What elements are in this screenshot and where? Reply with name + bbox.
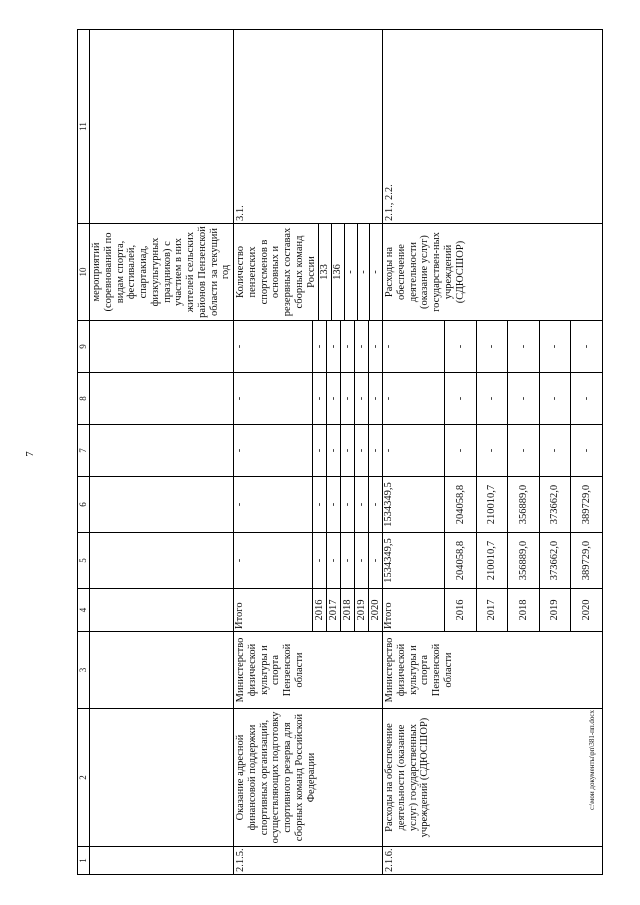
indicator-2019: - — [358, 224, 371, 320]
value-2019: - — [540, 425, 572, 476]
cont-c7 — [90, 425, 234, 477]
value-2017: 210010,7 — [477, 477, 509, 532]
col-9 — [234, 321, 383, 373]
indicator-2017: 136 — [332, 224, 345, 320]
col-7 — [234, 425, 383, 477]
cont-c4 — [90, 589, 234, 632]
value-2016: - — [445, 321, 477, 372]
value-2019: - — [355, 477, 369, 532]
header-col-7: 7 — [78, 425, 90, 477]
year-2019: 2019 — [355, 589, 369, 631]
value-2017: - — [477, 425, 509, 476]
row-2-1-5 — [234, 30, 383, 875]
value-2020: - — [369, 502, 381, 507]
value-2018: - — [341, 533, 355, 588]
cont-c5 — [90, 533, 234, 589]
value-2017: - — [327, 425, 341, 476]
year-2018: 2018 — [508, 589, 540, 631]
total-label: Итого — [234, 589, 313, 631]
value-2016: - — [445, 425, 477, 476]
value-2016: - — [313, 425, 327, 476]
value-2020: - — [580, 344, 592, 349]
value-2020: - — [369, 558, 381, 563]
value-2016: - — [445, 373, 477, 424]
year-column — [383, 589, 603, 632]
total-value: - — [234, 425, 313, 476]
value-2019: 373662,0 — [540, 477, 572, 532]
value-2020: 389729,0 — [580, 484, 592, 525]
measure-name: Оказание адресной финансовой поддержки спортивных организаций, осуществляющих подготовку спортивного резерва для сборных команд Российской Федерации — [234, 709, 383, 847]
value-2018: - — [341, 321, 355, 372]
value-2018: - — [341, 373, 355, 424]
cont-indicator: мероприятий (соревнований по видам спорта, фестивалей, спартакиад, физкультурных праздников) с участием в них жителей сельских районов Пензенской области за текущий год — [90, 224, 234, 321]
value-2020: - — [580, 448, 592, 453]
col-7 — [383, 425, 603, 477]
value-2018: - — [508, 425, 540, 476]
total-value: 1534349,5 — [383, 533, 445, 588]
value-2016: - — [313, 477, 327, 532]
cont-c8 — [90, 373, 234, 425]
indicator-2018: - — [345, 224, 358, 320]
year-2019: 2019 — [540, 589, 572, 631]
header-col-8: 8 — [78, 373, 90, 425]
value-2016: - — [313, 533, 327, 588]
total-value: - — [234, 373, 313, 424]
col-6 — [383, 477, 603, 533]
col-9 — [383, 321, 603, 373]
rotated-table-wrapper — [77, 30, 603, 875]
year-2020: 2020 — [369, 599, 381, 621]
cont-c9 — [90, 321, 234, 373]
cont-c3 — [90, 632, 234, 709]
value-2016: - — [313, 373, 327, 424]
header-col-11: 11 — [78, 30, 90, 224]
total-value: - — [234, 321, 313, 372]
measure-name: Расходы на обеспечение деятельности (оказание услуг) государственных учреждений (СДЮСШОР) — [383, 709, 603, 847]
year-column — [234, 589, 383, 632]
col-5 — [234, 533, 383, 589]
header-col-9: 9 — [78, 321, 90, 373]
header-col-10: 10 — [78, 224, 90, 321]
header-row — [78, 30, 90, 875]
value-2020: - — [369, 448, 381, 453]
reference: 2.1., 2.2. — [383, 30, 603, 224]
col-6 — [234, 477, 383, 533]
col-8 — [383, 373, 603, 425]
header-col-6: 6 — [78, 477, 90, 533]
continuation-row — [90, 30, 234, 875]
executor: Министерство физической культуры и спорта Пензенской области — [383, 632, 603, 709]
value-2017: - — [327, 321, 341, 372]
value-2016: 204058,8 — [445, 533, 477, 588]
value-2019: - — [355, 373, 369, 424]
value-2017: 210010,7 — [477, 533, 509, 588]
value-2017: - — [477, 373, 509, 424]
total-value: 1534349,5 — [383, 477, 445, 532]
value-2017: - — [327, 533, 341, 588]
indicator-2020: - — [370, 270, 382, 274]
year-2016: 2016 — [313, 589, 327, 631]
page-number: 7 — [24, 451, 36, 457]
executor: Министерство физической культуры и спорта Пензенской области — [234, 632, 383, 709]
year-2017: 2017 — [327, 589, 341, 631]
total-value: - — [234, 477, 313, 532]
total-value: - — [383, 425, 445, 476]
value-2017: - — [327, 477, 341, 532]
value-2020: - — [369, 396, 381, 401]
year-2018: 2018 — [341, 589, 355, 631]
program-table — [77, 29, 603, 875]
year-2020: 2020 — [580, 599, 592, 621]
value-2019: - — [540, 321, 572, 372]
row-number: 2.1.5. — [234, 847, 383, 875]
value-2018: - — [508, 373, 540, 424]
value-2018: - — [341, 477, 355, 532]
value-2020: 389729,0 — [580, 540, 592, 581]
header-col-4: 4 — [78, 589, 90, 632]
indicator-column — [234, 224, 383, 321]
value-2017: - — [477, 321, 509, 372]
value-2019: - — [540, 373, 572, 424]
cont-c1 — [90, 847, 234, 875]
value-2019: - — [355, 533, 369, 588]
header-col-2: 2 — [78, 709, 90, 847]
value-2018: 356889,0 — [508, 533, 540, 588]
value-2020: - — [369, 344, 381, 349]
header-col-1: 1 — [78, 847, 90, 875]
total-value: - — [234, 533, 313, 588]
indicator-name: Количество пензенских спортсменов в основных и резервных составах сборных команд России — [234, 224, 319, 320]
cont-c11 — [90, 30, 234, 224]
row-number: 2.1.6. — [383, 847, 603, 875]
header-col-5: 5 — [78, 533, 90, 589]
cont-c6 — [90, 477, 234, 533]
reference: 3.1. — [234, 30, 383, 224]
total-value: - — [383, 321, 445, 372]
total-value: - — [383, 373, 445, 424]
value-2019: - — [355, 321, 369, 372]
value-2019: - — [355, 425, 369, 476]
value-2018: 356889,0 — [508, 477, 540, 532]
header-col-3: 3 — [78, 632, 90, 709]
value-2017: - — [327, 373, 341, 424]
value-2020: - — [580, 396, 592, 401]
value-2018: - — [341, 425, 355, 476]
col-5 — [383, 533, 603, 589]
total-label: Итого — [383, 589, 445, 631]
file-path-footer: c:\мои документы\рп\381-пп.docx — [588, 709, 596, 811]
indicator-name: Расходы на обеспечение деятельности (оказание услуг) государствен-ных учреждений (СДЮСШОР) — [383, 224, 603, 321]
row-2-1-6 — [383, 30, 603, 875]
indicator-2016: 133 — [319, 224, 332, 320]
year-2017: 2017 — [477, 589, 509, 631]
value-2019: 373662,0 — [540, 533, 572, 588]
value-2018: - — [508, 321, 540, 372]
value-2016: 204058,8 — [445, 477, 477, 532]
value-2016: - — [313, 321, 327, 372]
col-8 — [234, 373, 383, 425]
cont-c2 — [90, 709, 234, 847]
year-2016: 2016 — [445, 589, 477, 631]
